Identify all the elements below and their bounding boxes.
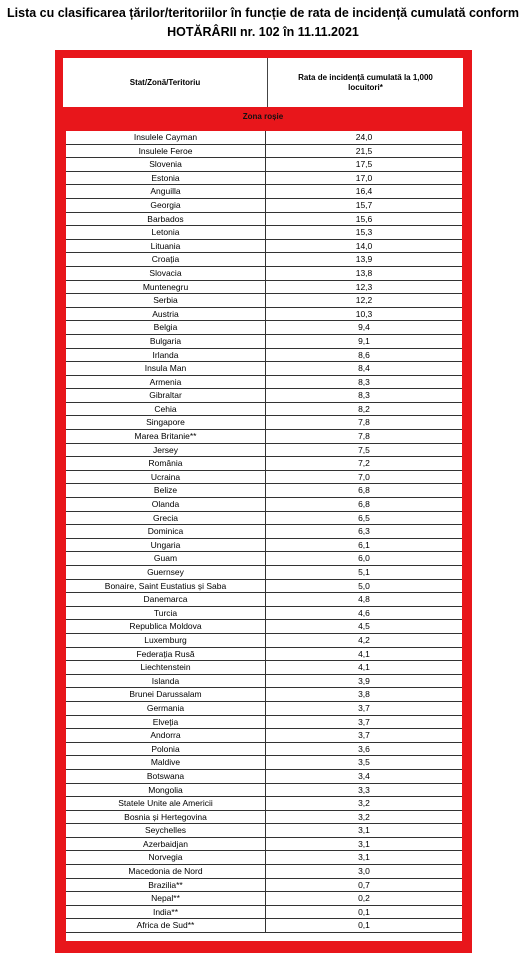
- table-row: [66, 580, 462, 594]
- table-row: [66, 919, 462, 933]
- country-cell: Croația: [66, 253, 266, 266]
- rate-cell: 15,6: [355, 213, 373, 224]
- country-cell: Germania: [66, 702, 266, 715]
- rate-cell: 4,5: [358, 621, 370, 632]
- rate-cell: 9,1: [358, 335, 370, 346]
- country-cell: Bulgaria: [66, 335, 266, 348]
- table-header: [63, 58, 463, 107]
- table-row: [66, 539, 462, 553]
- table-row: [66, 213, 462, 227]
- country-cell: Belize: [66, 484, 266, 497]
- table-row: [66, 226, 462, 240]
- country-cell: Seychelles: [66, 824, 266, 837]
- table-row: [66, 484, 462, 498]
- rate-cell: 7,5: [358, 444, 370, 455]
- rate-cell: 17,0: [355, 172, 373, 183]
- table-row: [66, 158, 462, 172]
- table-row: [66, 389, 462, 403]
- country-cell: Federația Rusă: [66, 648, 266, 661]
- country-cell: Andorra: [66, 729, 266, 742]
- table-row: [66, 661, 462, 675]
- rate-cell: 5,1: [358, 567, 370, 577]
- rate-cell: 12,2: [355, 295, 373, 306]
- table-row: [66, 416, 462, 430]
- rate-cell: 16,4: [355, 186, 373, 197]
- country-cell: Liechtenstein: [66, 661, 266, 674]
- table-row: [66, 403, 462, 417]
- rate-cell: 8,3: [358, 376, 370, 387]
- country-cell: Gibraltar: [66, 389, 266, 402]
- table-row: [66, 811, 462, 825]
- table-row: [66, 512, 462, 526]
- table-row: [66, 552, 462, 566]
- table-row: [66, 376, 462, 390]
- table-row: [66, 185, 462, 199]
- country-cell: Muntenegru: [66, 281, 266, 294]
- country-cell: Lituania: [66, 240, 266, 253]
- rate-cell: 4,1: [358, 648, 370, 659]
- rate-cell: 6,0: [358, 553, 370, 564]
- header-rate: Rata de incidență cumulată la 1,000 locuitori*: [298, 72, 433, 92]
- country-cell: Slovenia: [66, 158, 266, 171]
- country-cell: Maldive: [66, 756, 266, 769]
- country-cell: Armenia: [66, 376, 266, 389]
- country-cell: Singapore: [66, 416, 266, 429]
- rate-cell: 3,5: [358, 757, 370, 768]
- country-cell: Marea Britanie**: [66, 430, 266, 443]
- country-cell: Guam: [66, 552, 266, 565]
- table-row: [66, 797, 462, 811]
- rate-cell: 6,5: [358, 512, 370, 523]
- table-row: [66, 498, 462, 512]
- rate-cell: 3,9: [358, 675, 370, 686]
- table-row: [66, 253, 462, 267]
- rate-cell: 21,5: [355, 145, 373, 156]
- country-cell: Austria: [66, 308, 266, 321]
- rate-cell: 3,8: [358, 689, 370, 700]
- rate-cell: 6,3: [358, 526, 370, 537]
- rate-cell: 0,2: [358, 893, 370, 904]
- title-line-1: Lista cu clasificarea țărilor/teritoriilor în funcție de rata de incidență cumulată conform: [7, 6, 519, 20]
- country-cell: Azerbaidjan: [66, 838, 266, 851]
- country-cell: Botswana: [66, 770, 266, 783]
- rate-cell: 8,3: [358, 390, 370, 401]
- country-cell: Insulele Feroe: [66, 145, 266, 158]
- country-cell: Georgia: [66, 199, 266, 212]
- country-cell: Olanda: [66, 498, 266, 511]
- rate-cell: 3,7: [358, 716, 370, 727]
- country-cell: India**: [66, 906, 266, 919]
- rate-cell: 3,4: [358, 770, 370, 781]
- country-cell: Islanda: [66, 675, 266, 688]
- rate-cell: 5,0: [358, 580, 370, 591]
- table-row: [66, 824, 462, 838]
- rate-cell: 8,4: [358, 363, 370, 374]
- table-row: [66, 172, 462, 186]
- rate-cell: 17,5: [355, 159, 373, 170]
- country-cell: Brunei Darussalam: [66, 688, 266, 701]
- country-cell: Estonia: [66, 172, 266, 185]
- rate-cell: 7,8: [358, 417, 370, 428]
- rate-cell: 12,3: [355, 281, 373, 292]
- country-cell: Irlanda: [66, 349, 266, 362]
- country-cell: România: [66, 457, 266, 470]
- country-cell: Dominica: [66, 525, 266, 538]
- rate-cell: 3,1: [358, 838, 370, 849]
- table-row: [66, 906, 462, 920]
- country-cell: Barbados: [66, 213, 266, 226]
- country-cell: Brazilia**: [66, 879, 266, 892]
- country-cell: Insulele Cayman: [66, 131, 266, 144]
- title-line-2: HOTĂRÂRII nr. 102 în 11.11.2021: [167, 25, 359, 39]
- country-cell: Statele Unite ale Americii: [66, 797, 266, 810]
- table-row: [66, 688, 462, 702]
- table-row: [66, 593, 462, 607]
- rate-cell: 24,0: [355, 132, 373, 142]
- country-cell: Republica Moldova: [66, 620, 266, 633]
- table-row: [66, 199, 462, 213]
- country-cell: Africa de Sud**: [66, 919, 266, 932]
- table-row: [66, 525, 462, 539]
- country-cell: Turcia: [66, 607, 266, 620]
- country-cell: Bonaire, Saint Eustatius și Saba: [66, 580, 266, 593]
- document-title: [0, 4, 526, 42]
- rate-cell: 0,1: [358, 920, 370, 931]
- country-cell: Ungaria: [66, 539, 266, 552]
- table-row: [66, 865, 462, 879]
- rate-cell: 14,0: [355, 240, 373, 251]
- table-row: [66, 743, 462, 757]
- rate-cell: 15,7: [355, 199, 373, 210]
- rate-cell: 3,1: [358, 852, 370, 863]
- country-cell: Jersey: [66, 444, 266, 457]
- header-country: Stat/Zonă/Teritoriu: [63, 58, 268, 107]
- table-row: [66, 675, 462, 689]
- table-row: [66, 335, 462, 349]
- table-row: [66, 879, 462, 893]
- table-row: [66, 131, 462, 145]
- table-row: [66, 702, 462, 716]
- country-cell: Belgia: [66, 321, 266, 334]
- rate-cell: 10,3: [355, 308, 373, 319]
- rate-cell: 6,8: [358, 485, 370, 496]
- rate-cell: 8,2: [358, 403, 370, 414]
- country-cell: Guernsey: [66, 566, 266, 579]
- country-table: [66, 131, 462, 941]
- rate-cell: 4,1: [358, 662, 370, 673]
- country-cell: Macedonia de Nord: [66, 865, 266, 878]
- zone-label: Zona roșie: [242, 112, 284, 121]
- rate-cell: 9,4: [358, 322, 370, 333]
- rate-cell: 13,8: [355, 267, 373, 278]
- rate-cell: 6,8: [358, 499, 370, 510]
- rate-cell: 3,0: [358, 866, 370, 877]
- table-row: [66, 457, 462, 471]
- table-row: [66, 892, 462, 906]
- red-table-frame: [55, 50, 472, 953]
- rate-cell: 7,0: [358, 471, 370, 482]
- country-cell: Grecia: [66, 512, 266, 525]
- rate-cell: 3,1: [358, 825, 370, 836]
- table-row: [66, 308, 462, 322]
- rate-cell: 4,8: [358, 594, 370, 605]
- rate-cell: 4,2: [358, 634, 370, 645]
- country-cell: Norvegia: [66, 851, 266, 864]
- table-row: [66, 648, 462, 662]
- table-row: [66, 784, 462, 798]
- rate-cell: 4,6: [358, 607, 370, 618]
- rate-cell: 3,3: [358, 784, 370, 795]
- country-cell: Ucraina: [66, 471, 266, 484]
- table-row: [66, 281, 462, 295]
- rate-cell: 3,6: [358, 743, 370, 754]
- table-row: [66, 838, 462, 852]
- rate-cell: 3,2: [358, 798, 370, 809]
- table-row: [66, 321, 462, 335]
- table-row: [66, 362, 462, 376]
- rate-cell: 15,3: [355, 227, 373, 238]
- country-cell: Serbia: [66, 294, 266, 307]
- table-row: [66, 729, 462, 743]
- table-row: [66, 607, 462, 621]
- rate-cell: 13,9: [355, 254, 373, 265]
- table-row: [66, 566, 462, 580]
- rate-cell: 6,1: [358, 539, 370, 550]
- country-cell: Slovacia: [66, 267, 266, 280]
- country-cell: Cehia: [66, 403, 266, 416]
- table-row: [66, 770, 462, 784]
- country-cell: Mongolia: [66, 784, 266, 797]
- rate-cell: 7,2: [358, 458, 370, 469]
- table-row: [66, 634, 462, 648]
- table-row: [66, 145, 462, 159]
- rate-cell: 3,7: [358, 730, 370, 741]
- rate-cell: 3,2: [358, 811, 370, 822]
- rate-cell: 0,1: [358, 906, 370, 917]
- country-cell: Danemarca: [66, 593, 266, 606]
- table-row: [66, 267, 462, 281]
- rate-cell: 7,8: [358, 431, 370, 442]
- country-cell: Letonia: [66, 226, 266, 239]
- country-cell: Luxemburg: [66, 634, 266, 647]
- table-row: [66, 471, 462, 485]
- table-row: [66, 756, 462, 770]
- table-row: [66, 444, 462, 458]
- rate-cell: 0,7: [358, 879, 370, 890]
- table-row: [66, 716, 462, 730]
- country-cell: Bosnia și Hertegovina: [66, 811, 266, 824]
- table-row: [66, 430, 462, 444]
- table-row: [66, 349, 462, 363]
- table-row: [66, 851, 462, 865]
- country-cell: Nepal**: [66, 892, 266, 905]
- rate-cell: 3,7: [358, 702, 370, 713]
- country-cell: Anguilla: [66, 185, 266, 198]
- country-cell: Insula Man: [66, 362, 266, 375]
- table-row: [66, 294, 462, 308]
- country-cell: Elveția: [66, 716, 266, 729]
- rate-cell: 8,6: [358, 349, 370, 360]
- country-cell: Polonia: [66, 743, 266, 756]
- table-row: [66, 240, 462, 254]
- table-row: [66, 620, 462, 634]
